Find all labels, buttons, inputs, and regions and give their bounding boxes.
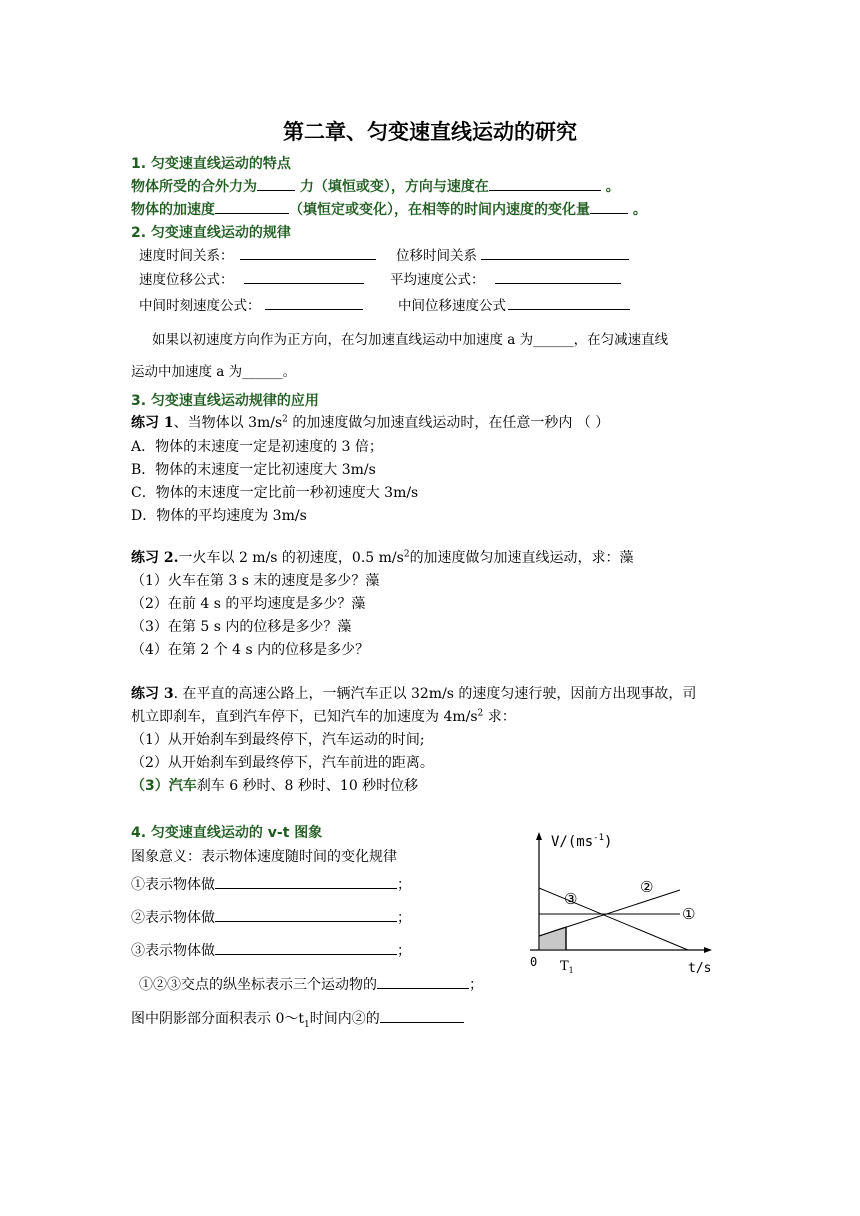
- line2-text-b: （填恒定或变化），在相等的时间内速度的变化量: [289, 202, 590, 218]
- acceleration-sign-paragraph-2: 运动中加速度 a 为______。: [131, 364, 297, 380]
- exercise2-q1: （1）火车在第 3 s 末的速度是多少？藻: [131, 573, 380, 589]
- shaded-area-question: [131, 1008, 464, 1030]
- exercise-text: 一火车以 2 m/s 的初速度，0.5 m/s: [178, 550, 404, 566]
- exercise3-q3: [131, 775, 418, 795]
- line3-description: [131, 940, 411, 960]
- formula-midtime-velocity: [139, 294, 363, 314]
- blank: [240, 245, 376, 260]
- blank: [215, 940, 397, 955]
- exercise-label: 练习 2.: [131, 550, 179, 566]
- formula-average-velocity: [390, 268, 621, 288]
- line1-text-b: 力（填恒或变），方向与速度在: [295, 179, 489, 195]
- question-text: ①②③交点的纵坐标表示三个运动物的: [139, 977, 377, 993]
- exercise2-q2: （2）在前 4 s 的平均速度是多少？藻: [131, 596, 366, 612]
- line-2-marker: ②: [640, 878, 654, 896]
- exercise2-stem: [131, 547, 634, 567]
- line2-text-c: 。: [628, 202, 647, 218]
- formula-label: 位移时间关系: [396, 248, 477, 264]
- exercise-text: . 在平直的高速公路上，一辆汽车正以 32m/s 的速度匀速行驶，因前方出现事故，司: [173, 686, 697, 702]
- superscript: 2: [403, 549, 410, 560]
- formula-velocity-time: [139, 244, 376, 264]
- blank: [257, 176, 295, 191]
- formula-label: 平均速度公式：: [390, 272, 485, 288]
- blank: [590, 199, 628, 214]
- exercise-label: 练习 3: [131, 686, 174, 702]
- formula-label: 速度位移公式：: [139, 272, 234, 288]
- acceleration-sign-paragraph-1: 如果以初速度方向作为正方向，在匀加速直线运动中加速度 a 为______，在匀减速直线: [152, 332, 669, 348]
- section1-heading: 1. 匀变速直线运动的特点: [131, 156, 291, 172]
- exercise1-stem: [131, 412, 609, 432]
- blank: [215, 199, 289, 214]
- page-title: 第二章、匀变速直线运动的研究: [283, 120, 577, 144]
- exercise1-option-b: B．物体的末速度一定比初速度大 3m/s: [131, 462, 376, 478]
- x-axis-arrow: [704, 947, 712, 953]
- line1-text-a: 物体所受的合外力为: [131, 179, 257, 195]
- semicolon: ；: [469, 977, 483, 993]
- question-text: 时间内②的: [309, 1011, 380, 1027]
- exercise3-q2: （2）从开始刹车到最终停下，汽车前进的距离。: [131, 755, 434, 771]
- exercise2-q3: （3）在第 5 s 内的位移是多少？藻: [131, 619, 352, 635]
- formula-velocity-displacement: [139, 268, 364, 288]
- exercise-text: 的加速度做匀加速直线运动时，在任意一秒内 （ ）: [287, 415, 610, 431]
- blank: [489, 176, 601, 191]
- line1-description: [131, 874, 411, 894]
- blank: [495, 269, 621, 284]
- blank: [380, 1008, 464, 1023]
- formula-displacement-time: [396, 244, 629, 264]
- vt-graph: [520, 826, 720, 978]
- graph-meaning: 图象意义：表示物体速度随时间的变化规律: [131, 849, 397, 865]
- exercise-label: 练习 1: [131, 415, 174, 431]
- description-label: ②表示物体做: [131, 910, 215, 926]
- exercise-text-bold: （3）汽车: [131, 778, 197, 794]
- formula-label: 中间位移速度公式: [398, 298, 506, 314]
- exercise2-q4: （4）在第 2 个 4 s 内的位移是多少？: [131, 642, 370, 658]
- blank: [481, 245, 629, 260]
- y-axis-label: $V/(ms^{-1})$: [551, 833, 613, 850]
- section2-heading: 2. 匀变速直线运动的规律: [131, 225, 291, 241]
- blank: [377, 974, 469, 989]
- exercise-text: 求：: [483, 709, 516, 725]
- semicolon: ；: [397, 910, 411, 926]
- exercise1-option-a: A．物体的末速度一定是初速度的 3 倍；: [131, 439, 383, 455]
- exercise3-stem-line1: [131, 683, 696, 703]
- shaded-area: [539, 927, 566, 950]
- exercise3-q1: （1）从开始刹车到最终停下，汽车运动的时间;: [131, 732, 425, 748]
- blank: [508, 295, 630, 310]
- t1-label: $T_1$: [560, 959, 574, 975]
- blank: [215, 907, 397, 922]
- formula-label: 中间时刻速度公式：: [139, 298, 261, 314]
- subscript: 1: [303, 1019, 310, 1030]
- exercise-text: 、当物体以 3m/s: [173, 415, 283, 431]
- line2-description: [131, 907, 411, 927]
- section1-line2: [131, 199, 647, 219]
- exercise1-option-d: D．物体的平均速度为 3m/s: [131, 508, 307, 524]
- origin-label: 0: [530, 955, 538, 969]
- exercise3-stem-line2: [131, 706, 516, 726]
- description-label: ①表示物体做: [131, 877, 215, 893]
- blank: [244, 269, 364, 284]
- exercise1-option-c: C．物体的末速度一定比前一秒初速度大 3m/s: [131, 485, 419, 501]
- semicolon: ；: [397, 877, 411, 893]
- exercise-text: 的加速度做匀加速直线运动，求：藻: [409, 550, 634, 566]
- formula-label: 速度时间关系：: [139, 248, 234, 264]
- description-label: ③表示物体做: [131, 943, 215, 959]
- line-1-marker: ①: [682, 905, 696, 923]
- question-text: 图中阴影部分面积表示 0～t: [131, 1011, 304, 1027]
- line2-text-a: 物体的加速度: [131, 202, 215, 218]
- section1-line1: [131, 176, 620, 196]
- line1-text-c: 。: [600, 179, 620, 195]
- line-3-marker: ③: [564, 890, 578, 908]
- superscript: 2: [282, 414, 288, 425]
- intersection-question: [139, 974, 483, 994]
- exercise-text: 刹车 6 秒时、8 秒时、10 秒时位移: [196, 778, 419, 794]
- y-axis-arrow: [536, 832, 542, 840]
- blank: [265, 295, 363, 310]
- formula-midposition-velocity: [398, 294, 630, 314]
- blank: [215, 874, 397, 889]
- semicolon: ；: [397, 943, 411, 959]
- x-axis-label: t/s: [688, 961, 712, 976]
- exercise-text: 机立即刹车，直到汽车停下，已知汽车的加速度为 4m/s: [131, 709, 478, 725]
- superscript: 2: [477, 708, 484, 719]
- section4-heading: 4. 匀变速直线运动的 v-t 图象: [131, 825, 323, 841]
- section3-heading: 3. 匀变速直线运动规律的应用: [131, 393, 319, 409]
